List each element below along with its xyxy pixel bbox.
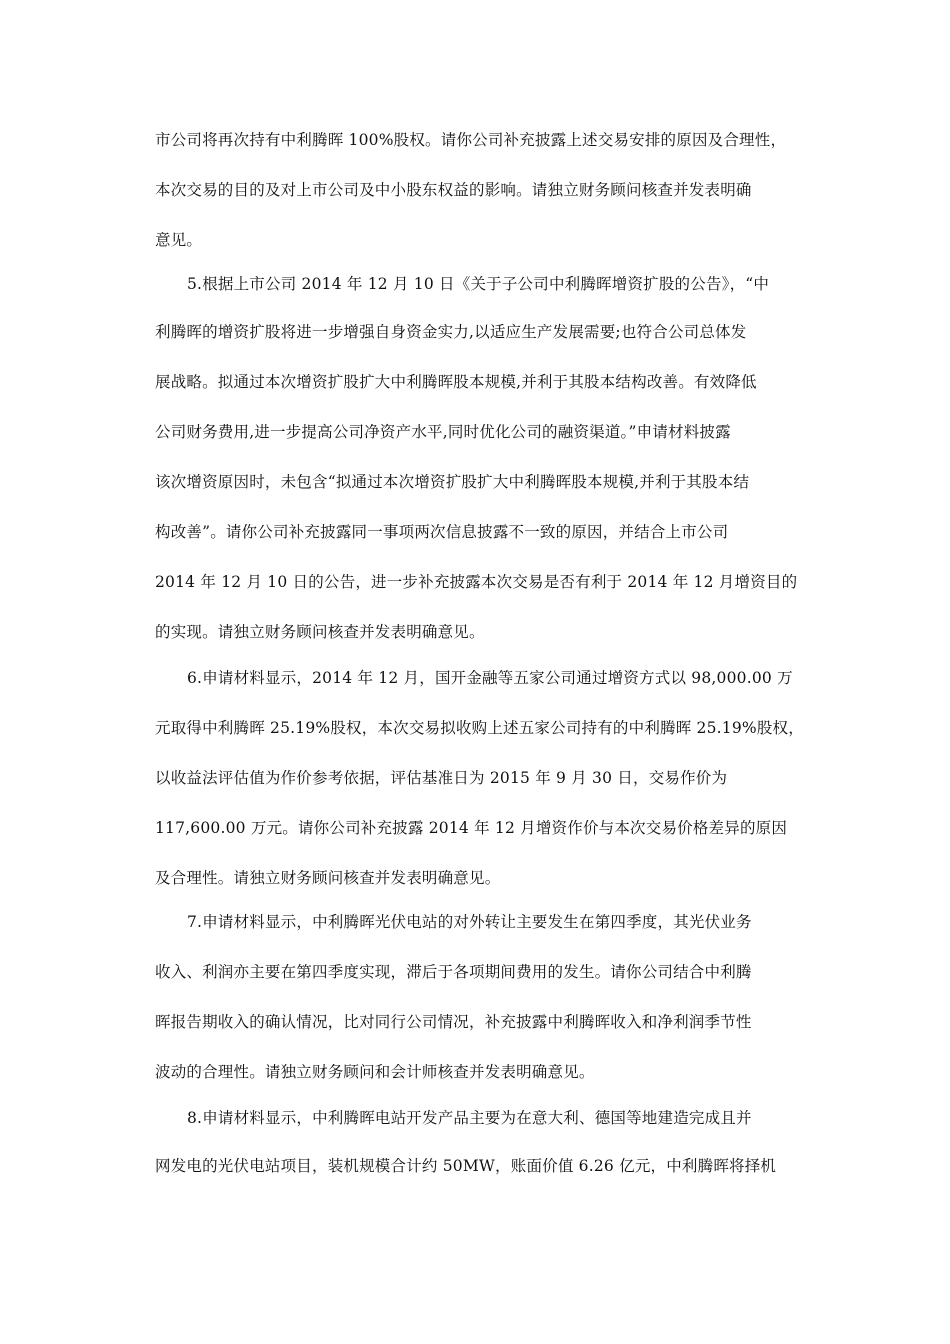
text-line: 本次交易的目的及对上市公司及中小股东权益的影响。请独立财务顾问核查并发表明确	[155, 181, 752, 199]
paragraph-6-start: 6.申请材料显示，2014 年 12 月，国开金融等五家公司通过增资方式以 98,000.00 万	[187, 669, 793, 687]
text-line: 构改善”。请你公司补充披露同一事项两次信息披露不一致的原因，并结合上市公司	[155, 523, 729, 541]
text-line: 晖报告期收入的确认情况，比对同行公司情况，补充披露中利腾晖收入和净利润季节性	[155, 1013, 752, 1031]
paragraph-8-start: 8.申请材料显示，中利腾晖电站开发产品主要为在意大利、德国等地建造完成且并	[187, 1109, 752, 1127]
text-line: 以收益法评估值为作价参考依据，评估基准日为 2015 年 9 月 30 日，交易作价为	[155, 769, 728, 787]
text-line: 波动的合理性。请独立财务顾问和会计师核查并发表明确意见。	[155, 1063, 595, 1081]
text-line: 利腾晖的增资扩股将进一步增强自身资金实力,以适应生产发展需要;也符合公司总体发	[155, 323, 747, 341]
text-line: 意见。	[155, 231, 203, 249]
text-line: 2014 年 12 月 10 日的公告，进一步补充披露本次交易是否有利于 2014 年 12 月增资目的	[155, 573, 798, 591]
text-line: 117,600.00 万元。请你公司补充披露 2014 年 12 月增资作价与本次交易价格差异的原因	[155, 819, 788, 837]
text-line: 网发电的光伏电站项目，装机规模合计约 50MW，账面价值 6.26 亿元，中利腾晖将择机	[155, 1157, 777, 1175]
text-line: 收入、利润亦主要在第四季度实现，滞后于各项期间费用的发生。请你公司结合中利腾	[155, 963, 752, 981]
text-line: 该次增资原因时，未包含“拟通过本次增资扩股扩大中利腾晖股本规模,并利于其股本结	[155, 473, 750, 491]
text-line: 展战略。拟通过本次增资扩股扩大中利腾晖股本规模,并利于其股本结构改善。有效降低	[155, 373, 757, 391]
text-line: 元取得中利腾晖 25.19%股权，本次交易拟收购上述五家公司持有的中利腾晖 25.19%股权，	[155, 719, 804, 737]
text-line: 公司财务费用,进一步提高公司净资产水平,同时优化公司的融资渠道。”申请材料披露	[155, 423, 731, 441]
text-line: 及合理性。请独立财务顾问核查并发表明确意见。	[155, 869, 501, 887]
text-line: 的实现。请独立财务顾问核查并发表明确意见。	[155, 623, 485, 641]
text-line: 市公司将再次持有中利腾晖 100%股权。请你公司补充披露上述交易安排的原因及合理性，	[155, 131, 787, 149]
paragraph-7-start: 7.申请材料显示，中利腾晖光伏电站的对外转让主要发生在第四季度，其光伏业务	[187, 913, 752, 931]
paragraph-5-start: 5.根据上市公司 2014 年 12 月 10 日《关于子公司中利腾晖增资扩股的公告》，“中	[187, 275, 770, 293]
